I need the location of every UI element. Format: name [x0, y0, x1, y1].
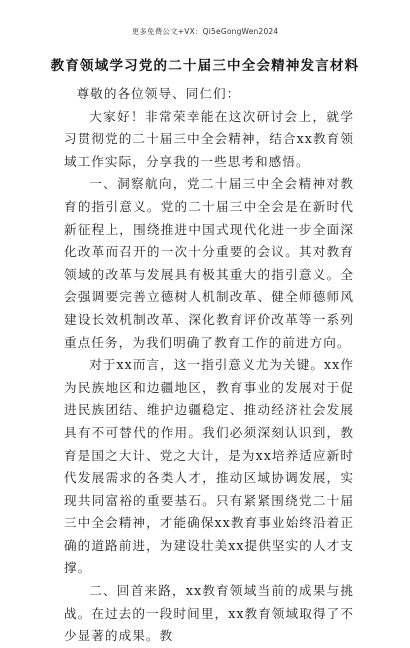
- paragraph-section-two: 二、回首来路，xx教育领域当前的成果与挑战。在过去的一段时间里，xx教育领域取得了不少显著的成果。教: [64, 583, 354, 644]
- paragraph-section-one: 一、洞察航向，党二十届三中全会精神对教育的指引意义。党的二十届三中全会是在新时代新征程上，围绕推进中国式现代化进一步全面深化改革而召开的一次十分重要的会议。其对教育领域的改革与发展具有极其重大的指引意义。全会强调要完善立德树人机制改革、健全师德师风建设长效机制改革、深化教育评价改革等一系列重点任务，为我们明确了教育工作的前进方向。: [64, 176, 354, 350]
- salutation: 尊敬的各位领导、同仁们：: [76, 86, 241, 101]
- document-title: 教育领域学习党的二十届三中全会精神发言材料: [50, 58, 360, 74]
- watermark-text: 更多免费公文+VX：Qi5eGongWen2024: [131, 27, 279, 36]
- paragraph-local-significance: 对于xx而言，这一指引意义尤为关键。xx作为民族地区和边疆地区，教育事业的发展对于促进民族团结、维护边疆稳定、推动经济社会发展具有不可替代的作用。我们必须深刻认识到，教育是国之大计、党之大计，是为xx培养适应新时代发展需求的各类人才，推动区域协调发展，实现共同富裕的重要基石。只有紧紧围绕党二十届三中全会精神，才能确保xx教育事业始终沿着正确的道路前进，为建设壮美xx提供坚实的人才支撑。: [64, 357, 354, 576]
- document-body: [64, 83, 354, 648]
- paragraph-greeting: 大家好！非常荣幸能在这次研讨会上，就学习贯彻党的二十届三中全会精神，结合xx教育领域工作实际，分享我的一些思考和感悟。: [64, 108, 354, 169]
